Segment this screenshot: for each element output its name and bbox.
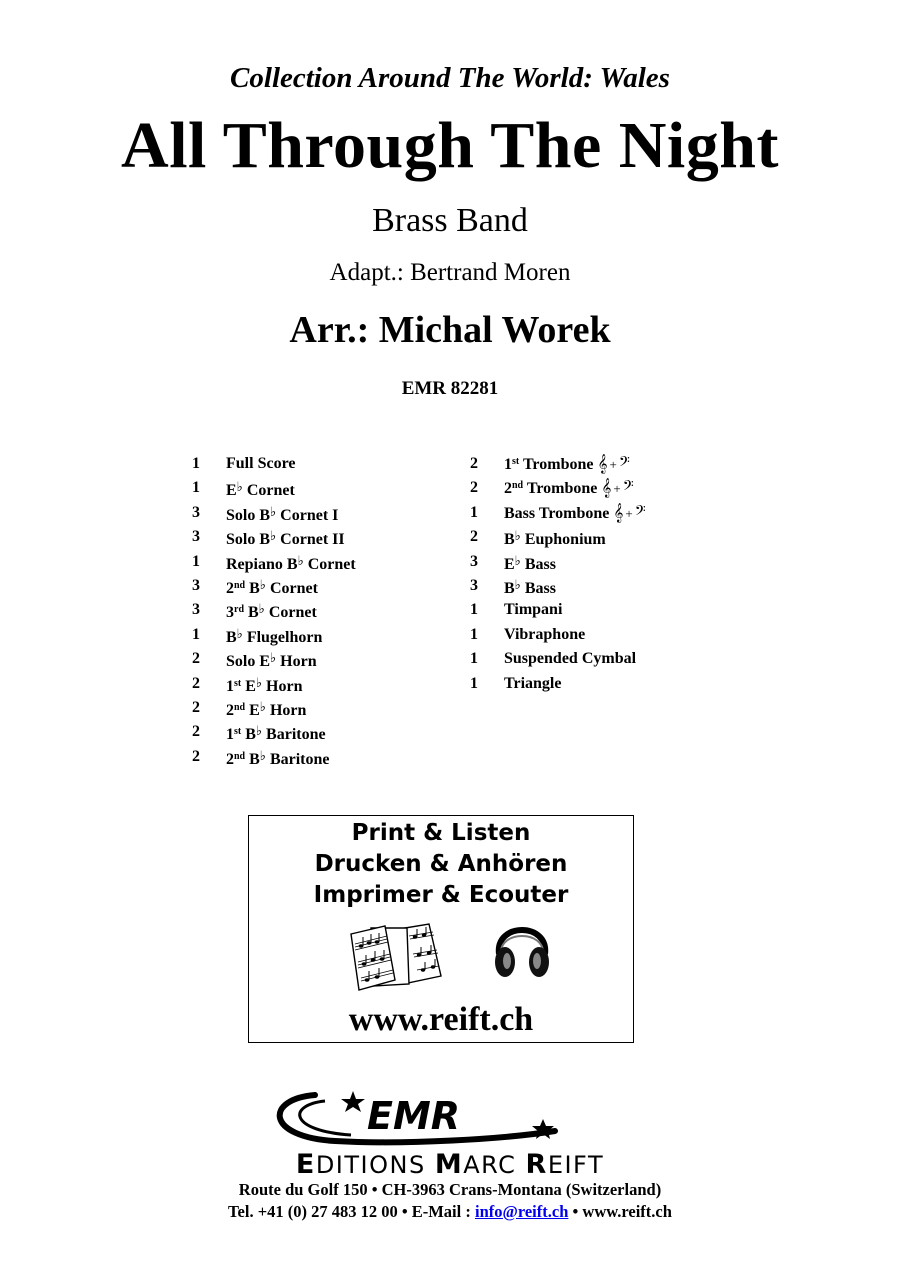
part-name-pre: Bass Trombone bbox=[504, 504, 614, 522]
part-name-mid: E bbox=[245, 701, 260, 719]
part-name-sup: nd bbox=[234, 579, 246, 591]
emr-logo-text: EMR bbox=[367, 1094, 461, 1138]
part-quantity: 1 bbox=[470, 503, 478, 521]
part-name-mid: B bbox=[241, 726, 256, 744]
part-row bbox=[470, 525, 646, 549]
part-row bbox=[470, 501, 646, 525]
headphones-icon bbox=[491, 914, 553, 984]
publisher-contact bbox=[0, 1202, 900, 1222]
part-name-sup: nd bbox=[234, 750, 246, 762]
print-listen-en: Print & Listen bbox=[351, 820, 531, 846]
part-name-mid: B bbox=[259, 506, 271, 524]
part-name-flat: ♭ bbox=[255, 675, 263, 691]
part-quantity: 2 bbox=[470, 528, 478, 546]
part-row bbox=[192, 623, 356, 647]
part-name-post: Bass bbox=[520, 555, 556, 573]
website-url[interactable]: www.reift.ch bbox=[348, 1001, 534, 1038]
part-name-mid: E bbox=[241, 677, 256, 695]
part-quantity: 2 bbox=[192, 698, 200, 716]
part-name bbox=[226, 550, 356, 574]
part-row bbox=[470, 647, 646, 671]
part-quantity: 3 bbox=[192, 528, 200, 546]
part-name-flat: ♭ bbox=[514, 577, 521, 593]
part-name-pre: 1 bbox=[226, 726, 234, 744]
collection-title: Collection Around The World: Wales bbox=[230, 62, 670, 94]
part-quantity: 2 bbox=[192, 723, 200, 741]
part-name-mid: E bbox=[226, 482, 237, 500]
part-name-flat: ♭ bbox=[255, 724, 263, 740]
part-name-post: Cornet bbox=[303, 555, 356, 573]
part-name-post: Cornet bbox=[264, 604, 317, 622]
part-name-sup: nd bbox=[234, 701, 246, 713]
part-name-flat: ♭ bbox=[236, 480, 243, 496]
publisher-ditions: DITIONS bbox=[315, 1151, 435, 1179]
part-name-pre: Vibraphone bbox=[504, 625, 586, 643]
part-name-post: Flugelhorn bbox=[242, 628, 323, 646]
publisher-initial-e: E bbox=[295, 1149, 316, 1180]
part-name bbox=[226, 672, 303, 696]
part-quantity: 3 bbox=[192, 576, 200, 594]
part-row bbox=[192, 598, 356, 622]
print-listen-fr: Imprimer & Ecouter bbox=[313, 882, 569, 908]
part-quantity: 2 bbox=[192, 650, 200, 668]
contact-phone: Tel. +41 (0) 27 483 12 00 • E-Mail : bbox=[228, 1202, 475, 1221]
part-name-pre: 3 bbox=[226, 604, 234, 622]
page-title: All Through The Night bbox=[121, 109, 779, 182]
part-name bbox=[504, 550, 556, 574]
part-name-pre: 1 bbox=[226, 677, 234, 695]
part-name-flat: ♭ bbox=[270, 529, 277, 545]
plus-sign: + bbox=[609, 457, 617, 472]
part-name-pre: 1 bbox=[504, 456, 512, 473]
part-name bbox=[226, 501, 338, 525]
part-name-mid: B bbox=[504, 579, 515, 597]
publisher-arc: ARC bbox=[463, 1151, 526, 1179]
part-quantity: 2 bbox=[470, 479, 478, 497]
part-name-pre: Timpani bbox=[504, 601, 563, 619]
part-name bbox=[226, 525, 345, 549]
treble-clef-icon: 𝄞 bbox=[613, 502, 624, 523]
part-row bbox=[192, 574, 356, 598]
part-row bbox=[192, 696, 356, 720]
part-name bbox=[504, 525, 606, 549]
publisher-initial-r: R bbox=[525, 1149, 548, 1180]
part-name-pre: 2 bbox=[226, 579, 234, 597]
part-row bbox=[470, 574, 646, 598]
part-name bbox=[226, 647, 317, 671]
part-row bbox=[470, 452, 646, 476]
part-name-mid: B bbox=[504, 531, 515, 549]
part-row bbox=[192, 720, 356, 744]
part-name-pre: 2 bbox=[226, 701, 234, 719]
part-name bbox=[504, 672, 561, 696]
part-name-pre: Full Score bbox=[226, 455, 296, 472]
part-name-post: Cornet bbox=[265, 579, 318, 597]
part-row bbox=[470, 598, 646, 622]
part-name bbox=[226, 696, 306, 720]
part-name-mid: E bbox=[504, 555, 515, 573]
part-name bbox=[504, 598, 562, 622]
part-name-flat: ♭ bbox=[297, 553, 304, 569]
part-name-pre: Triangle bbox=[504, 674, 562, 692]
part-name-mid: B bbox=[245, 750, 260, 768]
part-name bbox=[504, 476, 634, 500]
part-row bbox=[470, 550, 646, 574]
part-row bbox=[192, 647, 356, 671]
parts-list-left bbox=[192, 452, 356, 769]
part-row bbox=[192, 745, 356, 769]
part-row bbox=[192, 672, 356, 696]
part-name-mid: B bbox=[226, 628, 237, 646]
part-name-post: Bass bbox=[520, 579, 556, 597]
part-name bbox=[226, 720, 326, 744]
adaptation-credit: Adapt.: Bertrand Moren bbox=[329, 259, 571, 286]
part-name-post: Horn bbox=[276, 653, 317, 671]
part-quantity: 1 bbox=[192, 625, 200, 643]
publisher-eift: EIFT bbox=[547, 1151, 605, 1179]
part-name bbox=[226, 745, 329, 769]
treble-clef-icon: 𝄞 bbox=[597, 454, 608, 474]
catalog-number: EMR 82281 bbox=[401, 378, 499, 399]
part-name-post: Baritone bbox=[265, 750, 330, 768]
part-name-flat: ♭ bbox=[259, 577, 266, 593]
part-row bbox=[192, 525, 356, 549]
part-name-flat: ♭ bbox=[259, 748, 266, 764]
parts-list-right bbox=[470, 452, 646, 696]
part-quantity: 3 bbox=[470, 552, 478, 570]
bass-clef-icon: 𝄢 bbox=[634, 502, 646, 523]
part-name-flat: ♭ bbox=[514, 529, 521, 545]
part-name bbox=[504, 623, 585, 647]
part-quantity: 1 bbox=[192, 455, 200, 472]
plus-sign: + bbox=[613, 481, 621, 497]
contact-website: • www.reift.ch bbox=[568, 1202, 672, 1221]
part-name-mid: E bbox=[259, 653, 271, 671]
email-link[interactable]: info@reift.ch bbox=[474, 1202, 569, 1221]
part-quantity: 1 bbox=[192, 552, 200, 570]
part-name-mid: B bbox=[244, 604, 259, 622]
sheet-music-icon bbox=[347, 920, 447, 994]
part-row bbox=[192, 452, 356, 476]
part-name-flat: ♭ bbox=[259, 699, 266, 715]
part-name-pre: Repiano bbox=[226, 555, 287, 573]
part-name-mid: Trombone bbox=[519, 456, 598, 473]
part-row bbox=[192, 501, 356, 525]
part-name-post: Cornet II bbox=[276, 531, 345, 549]
part-name-sup: st bbox=[234, 677, 242, 689]
part-name-flat: ♭ bbox=[270, 651, 277, 667]
part-name bbox=[226, 623, 322, 647]
part-name-post: Cornet bbox=[242, 482, 295, 500]
publisher-name bbox=[0, 1149, 900, 1180]
part-quantity: 1 bbox=[470, 674, 478, 692]
part-name bbox=[226, 598, 317, 622]
plus-sign: + bbox=[625, 505, 633, 521]
part-quantity: 2 bbox=[470, 455, 478, 472]
part-name-mid: B bbox=[245, 579, 260, 597]
part-name-flat: ♭ bbox=[270, 504, 277, 520]
part-name bbox=[226, 452, 295, 476]
part-name-pre: Solo bbox=[226, 653, 260, 671]
bass-clef-icon: 𝄢 bbox=[618, 454, 630, 474]
part-name-post: Horn bbox=[265, 701, 307, 719]
part-name-post: Cornet I bbox=[276, 506, 339, 524]
arranger-credit: Arr.: Michal Worek bbox=[289, 309, 611, 351]
part-name-flat: ♭ bbox=[258, 602, 265, 618]
bass-clef-icon: 𝄢 bbox=[622, 478, 634, 499]
part-name bbox=[504, 574, 556, 598]
part-name-sup: nd bbox=[512, 480, 524, 492]
part-name-sup: st bbox=[512, 456, 520, 467]
part-name-sup: rd bbox=[234, 604, 244, 616]
part-row bbox=[192, 550, 356, 574]
part-name-pre: Solo bbox=[226, 506, 260, 524]
part-quantity: 1 bbox=[192, 479, 200, 497]
part-name bbox=[504, 501, 646, 525]
publisher-address: Route du Golf 150 • CH-3963 Crans-Montana (Switzerland) bbox=[238, 1180, 662, 1199]
part-quantity: 1 bbox=[470, 625, 478, 643]
part-name bbox=[226, 574, 318, 598]
part-row bbox=[470, 623, 646, 647]
part-name-pre: 2 bbox=[504, 480, 512, 498]
ensemble-label: Brass Band bbox=[372, 202, 528, 239]
part-row bbox=[470, 476, 646, 500]
part-name-flat: ♭ bbox=[514, 553, 521, 569]
part-quantity: 1 bbox=[470, 650, 478, 668]
part-name-post: Baritone bbox=[262, 726, 326, 744]
part-name-post: Euphonium bbox=[520, 531, 606, 549]
part-quantity: 2 bbox=[192, 747, 200, 765]
part-name-post: Horn bbox=[262, 677, 303, 695]
part-name-sup: st bbox=[234, 726, 242, 738]
print-listen-de: Drucken & Anhören bbox=[314, 851, 568, 877]
part-name-mid: B bbox=[259, 531, 271, 549]
part-quantity: 3 bbox=[192, 601, 200, 619]
part-name bbox=[504, 647, 636, 671]
print-listen-box bbox=[248, 815, 634, 1043]
part-name-mid: B bbox=[286, 555, 298, 573]
emr-logo bbox=[255, 1085, 645, 1149]
part-name bbox=[504, 452, 630, 476]
part-quantity: 1 bbox=[470, 601, 478, 619]
part-name-mid: Trombone bbox=[523, 480, 602, 498]
part-quantity: 3 bbox=[470, 576, 478, 594]
part-row bbox=[470, 672, 646, 696]
treble-clef-icon: 𝄞 bbox=[601, 478, 612, 499]
publisher-initial-m: M bbox=[434, 1149, 464, 1180]
part-name-flat: ♭ bbox=[236, 626, 243, 642]
part-name-pre: Solo bbox=[226, 531, 260, 549]
part-name-pre: 2 bbox=[226, 750, 234, 768]
part-row bbox=[192, 476, 356, 500]
part-name bbox=[226, 476, 295, 500]
part-name-pre: Suspended Cymbal bbox=[504, 650, 637, 668]
part-quantity: 3 bbox=[192, 503, 200, 521]
part-quantity: 2 bbox=[192, 674, 200, 692]
